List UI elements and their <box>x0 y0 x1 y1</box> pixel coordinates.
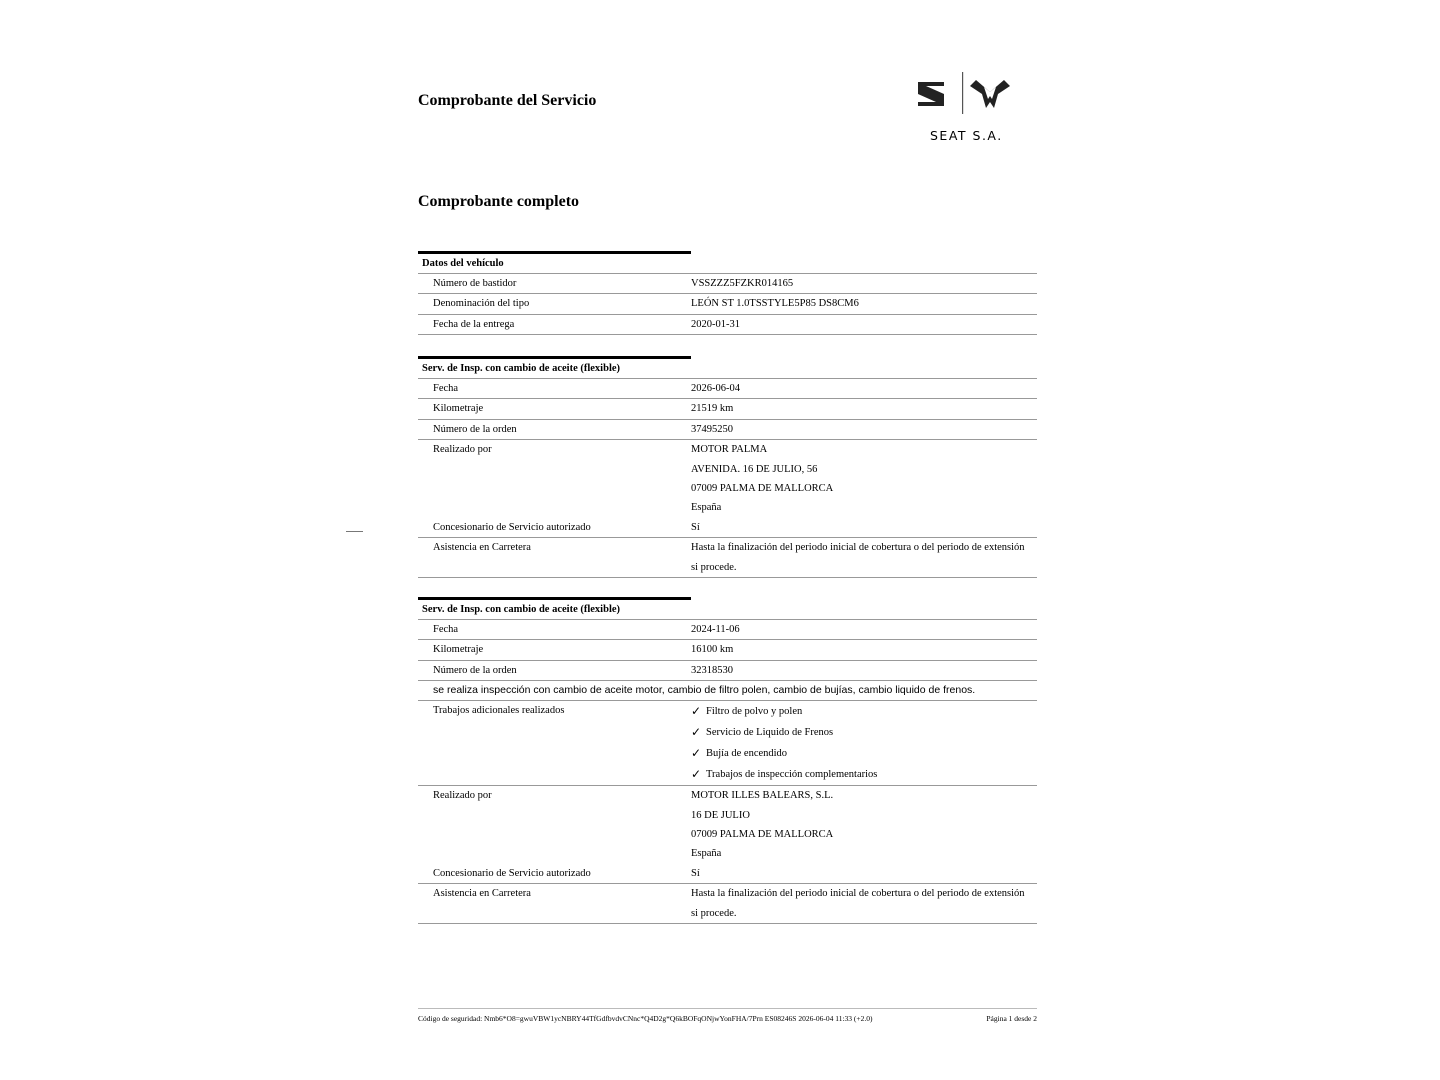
list-item: ✓ Filtro de polvo y polen <box>691 701 1037 722</box>
company-name: SEAT S.A. <box>930 128 1003 143</box>
table-row: Número de la orden 37495250 <box>418 420 1037 440</box>
section-heading: Serv. de Insp. con cambio de aceite (flexible) <box>418 359 1037 379</box>
table-row: Kilometraje 21519 km <box>418 399 1037 419</box>
security-code: Código de seguridad: Nmb6*O8=gwuVBW1ycNBRY44TfGdfbvdvCNnc*Q4D2g*Q6kBOFqONjwYonFHA/7Prn ES08246S 2026-06-04 11:33 (+2.0) <box>418 1014 873 1023</box>
list-item: ✓ Bujía de encendido <box>691 743 1037 764</box>
table-row: Denominación del tipo LEÓN ST 1.0TSSTYLE5P85 DS8CM6 <box>418 294 1037 314</box>
document-page <box>418 0 1037 1080</box>
table-row: Trabajos adicionales realizados ✓ Filtro de polvo y polen ✓ Servicio de Liquido de Frenos ✓ Bujía de encendido ✓ Trabajos de inspección complementarios <box>418 701 1037 786</box>
table-row: Número de la orden 32318530 <box>418 661 1037 681</box>
table-row: Asistencia en Carretera Hasta la finalización del periodo inicial de cobertura o del periodo de extensión si procede. <box>418 884 1037 924</box>
table-row: Realizado por MOTOR ILLES BALEARS, S.L. 16 DE JULIO 07009 PALMA DE MALLORCA España <box>433 790 834 860</box>
document-title: Comprobante del Servicio <box>418 92 597 109</box>
table-row: Fecha de la entrega 2020-01-31 <box>418 315 1037 335</box>
list-item: ✓ Servicio de Liquido de Frenos <box>691 722 1037 743</box>
table-row: Concesionario de Servicio autorizado Sí <box>418 518 1037 538</box>
vehicle-section <box>418 251 1037 335</box>
list-item: ✓ Trabajos de inspección complementarios <box>691 764 1037 785</box>
table-row: Fecha 2024-11-06 <box>418 620 1037 640</box>
document-subtitle: Comprobante completo <box>418 193 580 210</box>
checkmark-icon: ✓ <box>691 767 702 782</box>
service-section-2 <box>418 597 1037 924</box>
service-note: se realiza inspección con cambio de aceite motor, cambio de filtro polen, cambio de bujías, cambio liquido de frenos. <box>418 681 1037 701</box>
page-number: Página 1 desde 2 <box>986 1014 1037 1023</box>
table-row: Concesionario de Servicio autorizado Sí <box>418 864 1037 884</box>
table-row: Asistencia en Carretera Hasta la finalización del periodo inicial de cobertura o del periodo de extensión si procede. <box>418 538 1037 578</box>
checkmark-icon: ✓ <box>691 725 702 740</box>
checkmark-icon: ✓ <box>691 746 702 761</box>
checkmark-icon: ✓ <box>691 704 702 719</box>
section-heading: Datos del vehículo <box>418 254 1037 274</box>
table-row: Número de bastidor VSSZZZ5FZKR014165 <box>418 274 1037 294</box>
service-section-1 <box>418 356 1037 578</box>
section-heading: Serv. de Insp. con cambio de aceite (flexible) <box>418 600 1037 620</box>
table-row: Realizado por MOTOR PALMA AVENIDA. 16 DE JULIO, 56 07009 PALMA DE MALLORCA España <box>433 444 834 514</box>
table-row: Kilometraje 16100 km <box>418 640 1037 660</box>
page-footer <box>418 1008 1037 1023</box>
margin-mark <box>346 531 363 532</box>
table-row: Fecha 2026-06-04 <box>418 379 1037 399</box>
seat-logo-icon <box>914 72 1014 122</box>
